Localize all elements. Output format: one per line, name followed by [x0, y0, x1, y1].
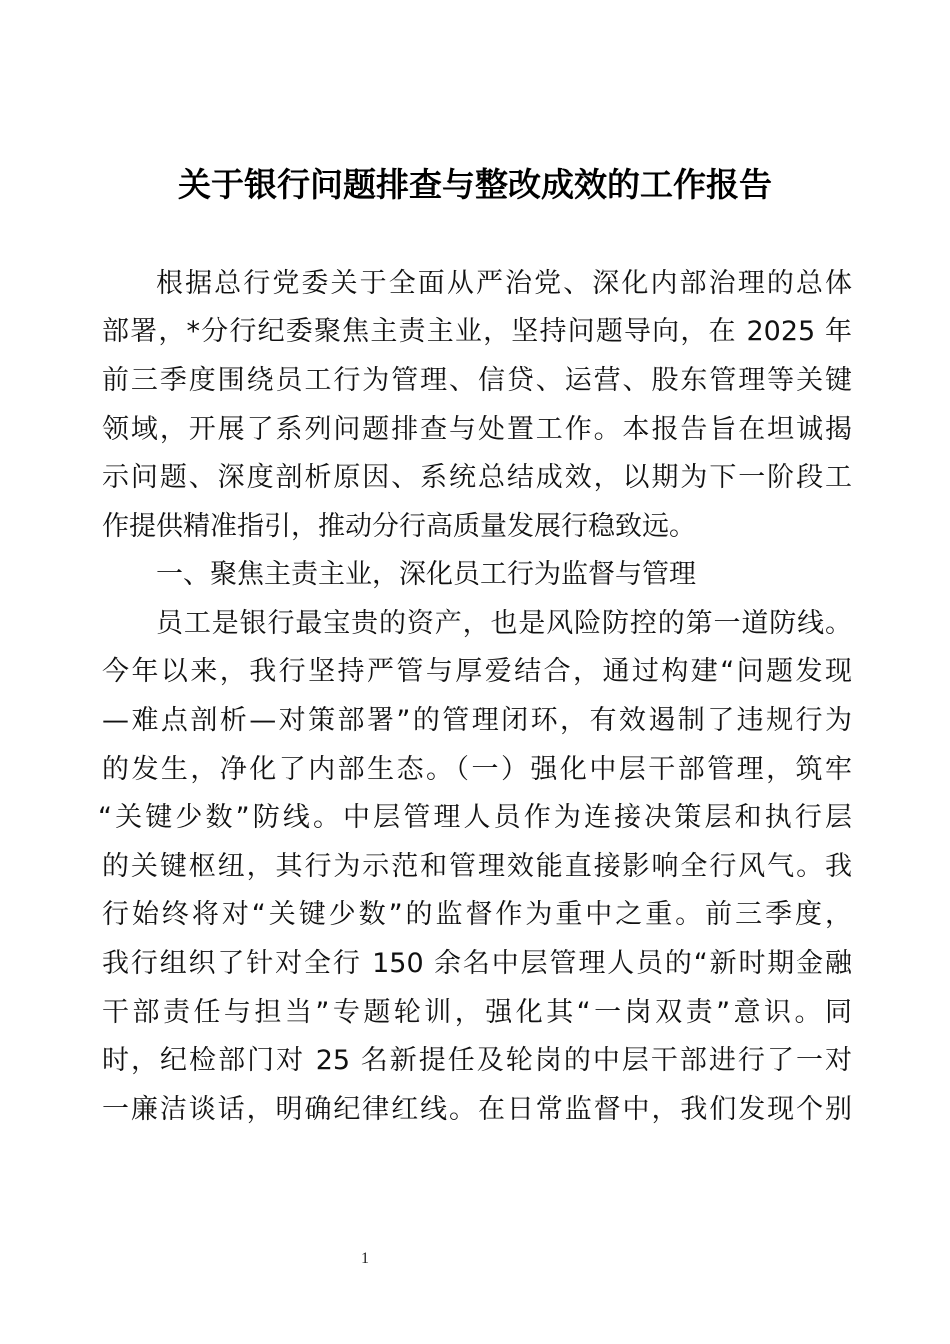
paragraph-line: 今年以来，我行坚持严管与厚爱结合，通过构建“问题发现 — [102, 656, 852, 687]
paragraph-line: 示问题、深度剖析原因、系统总结成效，以期为下一阶段工 — [102, 462, 852, 493]
paragraph-line: 员工是银行最宝贵的资产，也是风险防控的第一道防线。 — [156, 608, 852, 639]
paragraph-line: 的关键枢纽，其行为示范和管理效能直接影响全行风气。我 — [102, 851, 852, 882]
paragraph-line: 根据总行党委关于全面从严治党、深化内部治理的总体 — [156, 268, 852, 299]
paragraph-line: “关键少数”防线。中层管理人员作为连接决策层和执行层 — [98, 802, 852, 833]
page-number: 1 — [361, 1250, 369, 1267]
paragraph-line: 一廉洁谈话，明确纪律红线。在日常监督中，我们发现个别 — [102, 1094, 852, 1125]
document-title: 关于银行问题排查与整改成效的工作报告 — [178, 165, 772, 204]
paragraph-line: 时，纪检部门对 25 名新提任及轮岗的中层干部进行了一对 — [102, 1045, 852, 1076]
paragraph-line: 领域，开展了系列问题排查与处置工作。本报告旨在坦诚揭 — [102, 414, 852, 445]
paragraph-line: 部署，*分行纪委聚焦主责主业，坚持问题导向，在 2025 年 — [102, 316, 852, 347]
paragraph-line: 前三季度围绕员工行为管理、信贷、运营、股东管理等关键 — [102, 365, 852, 396]
paragraph-line: 作提供精准指引，推动分行高质量发展行稳致远。 — [102, 511, 696, 542]
paragraph-line: 干部责任与担当”专题轮训，强化其“一岗双责”意识。同 — [102, 997, 852, 1028]
paragraph-line: 行始终将对“关键少数”的监督作为重中之重。前三季度， — [102, 899, 852, 930]
paragraph-line: —难点剖析—对策部署”的管理闭环，有效遏制了违规行为 — [102, 705, 852, 736]
paragraph-line: 我行组织了针对全行 150 余名中层管理人员的“新时期金融 — [102, 948, 852, 979]
paragraph-line: 的发生，净化了内部生态。（一）强化中层干部管理，筑牢 — [102, 754, 852, 785]
section-heading: 一、聚焦主责主业，深化员工行为监督与管理 — [156, 559, 696, 590]
